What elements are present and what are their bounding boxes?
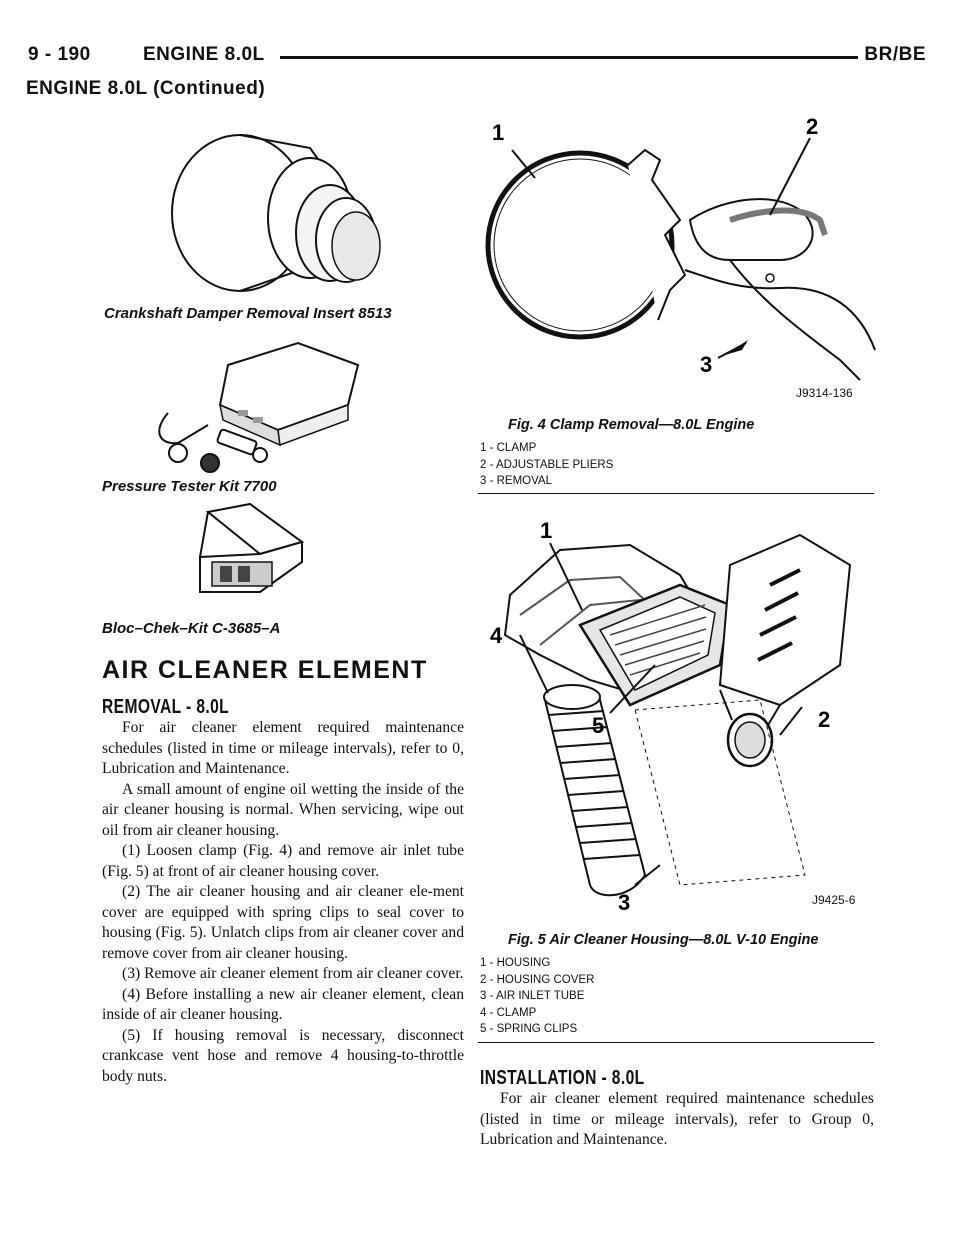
removal-paragraph: For air cleaner element required maintenance schedules (listed in time or mileage intervals), refer to 0, Lubrication and Maintenance. <box>102 719 464 777</box>
continued-heading: ENGINE 8.0L (Continued) <box>26 78 266 99</box>
fig5-callout: 3 <box>618 890 631 915</box>
fig4-caption: Fig. 4 Clamp Removal—8.0L Engine <box>508 417 755 433</box>
installation-paragraph: For air cleaner element required maintenance schedules (listed in time or mileage intervals), refer to Group 0, Lubrication and Maintenance. <box>480 1090 874 1148</box>
page-header <box>28 44 926 72</box>
installation-body <box>480 1089 874 1151</box>
removal-paragraph: (2) The air cleaner housing and air cleaner ele-ment cover are equipped with spring clips to seal cover to housing (Fig. 5). Unlatch clips from air cleaner cover and remove cover from air cleaner housing. <box>102 883 464 962</box>
page-number: 9 - 190 <box>28 44 91 65</box>
legend-item: 1 - CLAMP <box>480 442 537 454</box>
removal-heading: REMOVAL - 8.0L <box>102 696 230 718</box>
legend-item: 5 - SPRING CLIPS <box>480 1023 578 1035</box>
fig4-callout: 2 <box>806 114 819 139</box>
fig5-callout: 4 <box>490 623 503 648</box>
section-title: AIR CLEANER ELEMENT <box>102 656 428 684</box>
legend-item: 2 - ADJUSTABLE PLIERS <box>480 458 614 471</box>
pressure-tester-kit-illustration <box>148 335 368 485</box>
legend-item: 3 - REMOVAL <box>480 475 552 487</box>
tool-caption-pressure-tester: Pressure Tester Kit 7700 <box>102 478 277 495</box>
installation-heading: INSTALLATION - 8.0L <box>480 1067 645 1089</box>
legend-item: 3 - AIR INLET TUBE <box>480 990 585 1002</box>
fig5-code: J9425-6 <box>812 893 856 907</box>
bloc-chek-kit-illustration <box>180 502 310 612</box>
fig4-callout: 1 <box>492 120 505 145</box>
legend-item: 2 - HOUSING COVER <box>480 973 595 986</box>
legend-item: 1 - HOUSING <box>480 957 551 969</box>
removal-paragraph: A small amount of engine oil wetting the inside of the air cleaner housing is normal. When servicing, wipe out oil from air cleaner housing. <box>102 780 464 839</box>
removal-paragraph: (1) Loosen clamp (Fig. 4) and remove air inlet tube (Fig. 5) at front of air cleaner housing cover. <box>102 842 464 880</box>
legend-item: 4 - CLAMP <box>480 1006 537 1019</box>
fig5-callout: 1 <box>540 518 553 543</box>
fig4-code: J9314-136 <box>796 386 853 400</box>
tool-caption-bloc-chek: Bloc–Chek–Kit C-3685–A <box>102 620 281 637</box>
fig5-rule <box>478 1042 874 1043</box>
header-rule <box>280 56 858 59</box>
fig4-legend <box>480 440 613 490</box>
fig5-legend <box>480 955 594 1038</box>
fig5-callout: 5 <box>592 713 605 738</box>
removal-body <box>102 718 464 1087</box>
removal-paragraph: (5) If housing removal is necessary, disconnect crankcase vent hose and remove 4 housing-to-throttle body nuts. <box>102 1026 464 1085</box>
fig4-rule <box>478 493 874 494</box>
clamp-removal-illustration <box>480 110 880 405</box>
fig4-callout: 3 <box>700 352 713 377</box>
fig5-caption: Fig. 5 Air Cleaner Housing—8.0L V-10 Engine <box>508 932 819 948</box>
section-name: ENGINE 8.0L <box>143 44 265 65</box>
damper-insert-illustration <box>160 108 400 303</box>
air-cleaner-housing-illustration <box>480 505 880 915</box>
model-code: BR/BE <box>864 44 926 65</box>
fig5-callout: 2 <box>818 707 831 732</box>
removal-paragraph: (4) Before installing a new air cleaner element, clean inside of air cleaner housing. <box>102 985 464 1023</box>
removal-paragraph: (3) Remove air cleaner element from air cleaner cover. <box>122 965 464 982</box>
tool-caption-damper: Crankshaft Damper Removal Insert 8513 <box>104 305 392 322</box>
